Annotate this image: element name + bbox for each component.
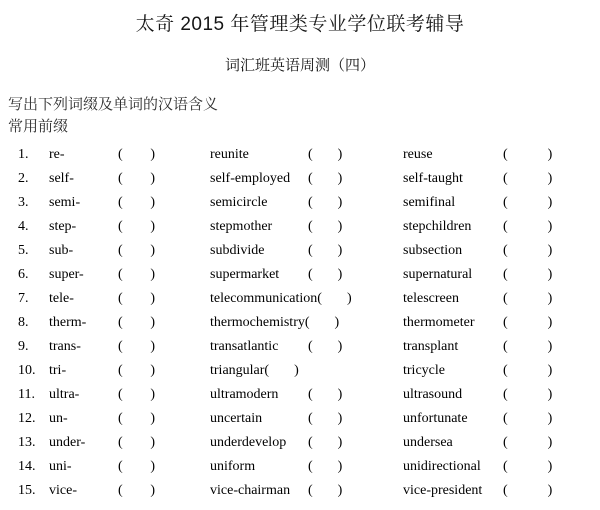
prefix-label: semi- <box>49 195 81 210</box>
word2-label: ultrasound <box>403 387 463 402</box>
prefix-label: tele- <box>49 291 74 306</box>
paren-close: ) <box>150 411 155 426</box>
paren-open: ( <box>308 483 313 498</box>
word2-label: semifinal <box>403 195 456 210</box>
paren-close: ) <box>337 387 343 402</box>
paren-close: ) <box>547 363 553 378</box>
worksheet-row <box>0 431 600 455</box>
paren-open: ( <box>118 267 123 282</box>
prefix-answer-blank <box>118 431 155 455</box>
word2-group <box>403 455 552 479</box>
prefix-answer-blank <box>118 215 155 239</box>
prefix-label: super- <box>49 267 84 282</box>
paren-open: ( <box>264 363 270 378</box>
paren-open: ( <box>503 243 508 258</box>
prefix-answer-blank <box>118 263 155 287</box>
paren-open: ( <box>308 243 313 258</box>
paren-close: ) <box>150 195 155 210</box>
paren-close: ) <box>547 459 553 474</box>
paren-open: ( <box>118 291 123 306</box>
prefix-label: step- <box>49 219 77 234</box>
word2-group <box>403 215 552 239</box>
row-number: 1. <box>18 147 29 162</box>
paren-close: ) <box>346 291 352 306</box>
paren-close: ) <box>547 435 553 450</box>
paren-open: ( <box>308 459 313 474</box>
worksheet-row <box>0 311 600 335</box>
paren-open: ( <box>503 147 508 162</box>
doc-title: 太奇 2015 年管理类专业学位联考辅导 <box>135 14 465 35</box>
paren-open: ( <box>304 315 310 330</box>
word2-label: vice-president <box>403 483 483 498</box>
paren-open: ( <box>308 147 313 162</box>
worksheet-row <box>0 191 600 215</box>
paren-open: ( <box>118 387 123 402</box>
word1-group <box>210 383 403 407</box>
paren-close: ) <box>150 147 155 162</box>
paren-open: ( <box>503 315 508 330</box>
row-number: 13. <box>18 435 36 450</box>
word2-label: telescreen <box>403 291 459 306</box>
paren-open: ( <box>503 459 508 474</box>
word2-group <box>403 335 552 359</box>
paren-close: ) <box>150 483 155 498</box>
prefix-rows-list <box>0 143 600 503</box>
paren-open: ( <box>118 483 123 498</box>
row-number: 3. <box>18 195 29 210</box>
row-number: 15. <box>18 483 36 498</box>
word2-group <box>403 191 552 215</box>
word1-group <box>210 311 403 335</box>
paren-open: ( <box>503 363 508 378</box>
prefix-label: therm- <box>49 315 87 330</box>
paren-open: ( <box>118 339 123 354</box>
prefix-answer-blank <box>118 239 155 263</box>
prefix-answer-blank <box>118 479 155 503</box>
paren-open: ( <box>503 387 508 402</box>
prefix-answer-blank <box>118 455 155 479</box>
prefix-label: ultra- <box>49 387 80 402</box>
paren-close: ) <box>547 195 553 210</box>
paren-close: ) <box>547 339 553 354</box>
paren-close: ) <box>150 243 155 258</box>
paren-close: ) <box>150 219 155 234</box>
paren-close: ) <box>547 411 553 426</box>
word2-group <box>403 359 552 383</box>
prefix-label: vice- <box>49 483 77 498</box>
paren-open: ( <box>503 267 508 282</box>
paren-close: ) <box>337 411 343 426</box>
paren-open: ( <box>308 219 313 234</box>
paren-open: ( <box>118 363 123 378</box>
prefix-label: sub- <box>49 243 74 258</box>
paren-close: ) <box>150 291 155 306</box>
word1-label: self-employed <box>210 171 291 186</box>
word1-label: transatlantic <box>210 339 279 354</box>
paren-close: ) <box>337 219 343 234</box>
prefix-label: tri- <box>49 363 67 378</box>
paren-open: ( <box>308 387 313 402</box>
prefix-answer-blank <box>118 287 155 311</box>
worksheet-row <box>0 455 600 479</box>
word1-group <box>210 359 403 383</box>
paren-open: ( <box>503 339 508 354</box>
word1-group <box>210 143 403 167</box>
word2-label: self-taught <box>403 171 463 186</box>
word2-group <box>403 479 552 503</box>
paren-open: ( <box>503 219 508 234</box>
word1-label: telecommunication <box>210 291 318 306</box>
prefix-label: under- <box>49 435 86 450</box>
paren-close: ) <box>337 267 343 282</box>
word2-label: thermometer <box>403 315 475 330</box>
row-number: 6. <box>18 267 29 282</box>
row-number: 11. <box>18 387 35 402</box>
prefix-answer-blank <box>118 335 155 359</box>
paren-close: ) <box>337 147 343 162</box>
worksheet-row <box>0 359 600 383</box>
word1-label: stepmother <box>210 219 273 234</box>
paren-close: ) <box>547 219 553 234</box>
worksheet-row <box>0 479 600 503</box>
word2-group <box>403 431 552 455</box>
paren-close: ) <box>150 435 155 450</box>
word1-label: semicircle <box>210 195 268 210</box>
worksheet-row <box>0 143 600 167</box>
paren-open: ( <box>118 195 123 210</box>
word2-group <box>403 263 552 287</box>
row-number: 8. <box>18 315 29 330</box>
worksheet-row <box>0 239 600 263</box>
paren-open: ( <box>503 435 508 450</box>
word2-label: stepchildren <box>403 219 472 234</box>
worksheet-row <box>0 263 600 287</box>
word1-label: uncertain <box>210 411 263 426</box>
prefix-answer-blank <box>118 143 155 167</box>
word2-group <box>403 143 552 167</box>
word1-label: vice-chairman <box>210 483 291 498</box>
paren-open: ( <box>503 411 508 426</box>
word2-label: supernatural <box>403 267 473 282</box>
paren-open: ( <box>118 459 123 474</box>
paren-close: ) <box>150 315 155 330</box>
paren-close: ) <box>337 435 343 450</box>
word2-label: tricycle <box>403 363 445 378</box>
paren-close: ) <box>337 483 343 498</box>
paren-close: ) <box>547 243 553 258</box>
row-number: 7. <box>18 291 29 306</box>
row-number: 4. <box>18 219 29 234</box>
paren-close: ) <box>150 363 155 378</box>
paren-open: ( <box>308 195 313 210</box>
word1-label: subdivide <box>210 243 265 258</box>
paren-open: ( <box>118 435 123 450</box>
word1-group <box>210 215 403 239</box>
paren-open: ( <box>308 435 313 450</box>
prefix-answer-blank <box>118 311 155 335</box>
paren-close: ) <box>547 147 553 162</box>
paren-open: ( <box>308 339 313 354</box>
word2-group <box>403 287 552 311</box>
prefix-label: trans- <box>49 339 81 354</box>
paren-close: ) <box>150 387 155 402</box>
word2-label: transplant <box>403 339 459 354</box>
row-number: 10. <box>18 363 36 378</box>
word2-label: subsection <box>403 243 463 258</box>
word2-label: reuse <box>403 147 433 162</box>
prefix-answer-blank <box>118 359 155 383</box>
word2-group <box>403 167 552 191</box>
word1-group <box>210 479 403 503</box>
paren-close: ) <box>547 483 553 498</box>
paren-close: ) <box>337 195 343 210</box>
prefix-label: uni- <box>49 459 72 474</box>
paren-open: ( <box>503 171 508 186</box>
prefix-answer-blank <box>118 191 155 215</box>
paren-open: ( <box>503 483 508 498</box>
paren-open: ( <box>317 291 322 306</box>
word1-label: reunite <box>210 147 249 162</box>
word1-group <box>210 431 403 455</box>
paren-open: ( <box>308 171 313 186</box>
prefix-answer-blank <box>118 167 155 191</box>
worksheet-row <box>0 215 600 239</box>
paren-open: ( <box>503 291 508 306</box>
doc-subtitle: 词汇班英语周测（四） <box>224 57 375 74</box>
prefix-label: re- <box>49 147 65 162</box>
row-number: 12. <box>18 411 36 426</box>
word1-group <box>210 167 403 191</box>
word1-label: uniform <box>210 459 256 474</box>
paren-close: ) <box>337 459 343 474</box>
word1-group <box>210 455 403 479</box>
paren-close: ) <box>337 243 343 258</box>
paren-open: ( <box>118 171 123 186</box>
word2-group <box>403 383 552 407</box>
paren-open: ( <box>503 195 508 210</box>
paren-close: ) <box>337 171 343 186</box>
instruction-text: 写出下列词缀及单词的汉语含义 <box>8 96 219 113</box>
paren-open: ( <box>118 219 123 234</box>
row-number: 14. <box>18 459 36 474</box>
worksheet-row <box>0 335 600 359</box>
word2-label: unidirectional <box>403 459 481 474</box>
word1-label: supermarket <box>210 267 280 282</box>
paren-close: ) <box>150 339 155 354</box>
paren-open: ( <box>118 411 123 426</box>
word2-label: undersea <box>403 435 453 450</box>
paren-close: ) <box>150 171 155 186</box>
row-number: 2. <box>18 171 29 186</box>
word1-label: ultramodern <box>210 387 279 402</box>
paren-close: ) <box>334 315 340 330</box>
row-number: 9. <box>18 339 29 354</box>
paren-close: ) <box>294 363 299 378</box>
paren-close: ) <box>150 459 155 474</box>
word1-label: underdevelop <box>210 435 287 450</box>
paren-open: ( <box>118 315 123 330</box>
word1-group <box>210 239 403 263</box>
word2-group <box>403 239 552 263</box>
paren-open: ( <box>118 243 123 258</box>
worksheet-row <box>0 407 600 431</box>
section-heading: 常用前缀 <box>8 118 69 135</box>
word1-label: thermochemistry <box>210 315 305 330</box>
paren-close: ) <box>547 387 553 402</box>
prefix-answer-blank <box>118 383 155 407</box>
paren-open: ( <box>118 147 123 162</box>
paren-close: ) <box>547 171 553 186</box>
word1-group <box>210 407 403 431</box>
word1-group <box>210 287 403 311</box>
prefix-label: un- <box>49 411 68 426</box>
paren-close: ) <box>337 339 343 354</box>
worksheet-row <box>0 167 600 191</box>
paren-open: ( <box>308 411 313 426</box>
word1-group <box>210 191 403 215</box>
paren-close: ) <box>150 267 155 282</box>
paren-close: ) <box>547 267 553 282</box>
row-number: 5. <box>18 243 29 258</box>
word1-label: triangular <box>210 363 265 378</box>
word2-group <box>403 311 552 335</box>
word2-group <box>403 407 552 431</box>
prefix-label: self- <box>49 171 74 186</box>
paren-open: ( <box>308 267 313 282</box>
worksheet-row <box>0 383 600 407</box>
paren-close: ) <box>547 291 553 306</box>
word2-label: unfortunate <box>403 411 468 426</box>
word1-group <box>210 263 403 287</box>
worksheet-row <box>0 287 600 311</box>
paren-close: ) <box>547 315 553 330</box>
prefix-answer-blank <box>118 407 155 431</box>
word1-group <box>210 335 403 359</box>
